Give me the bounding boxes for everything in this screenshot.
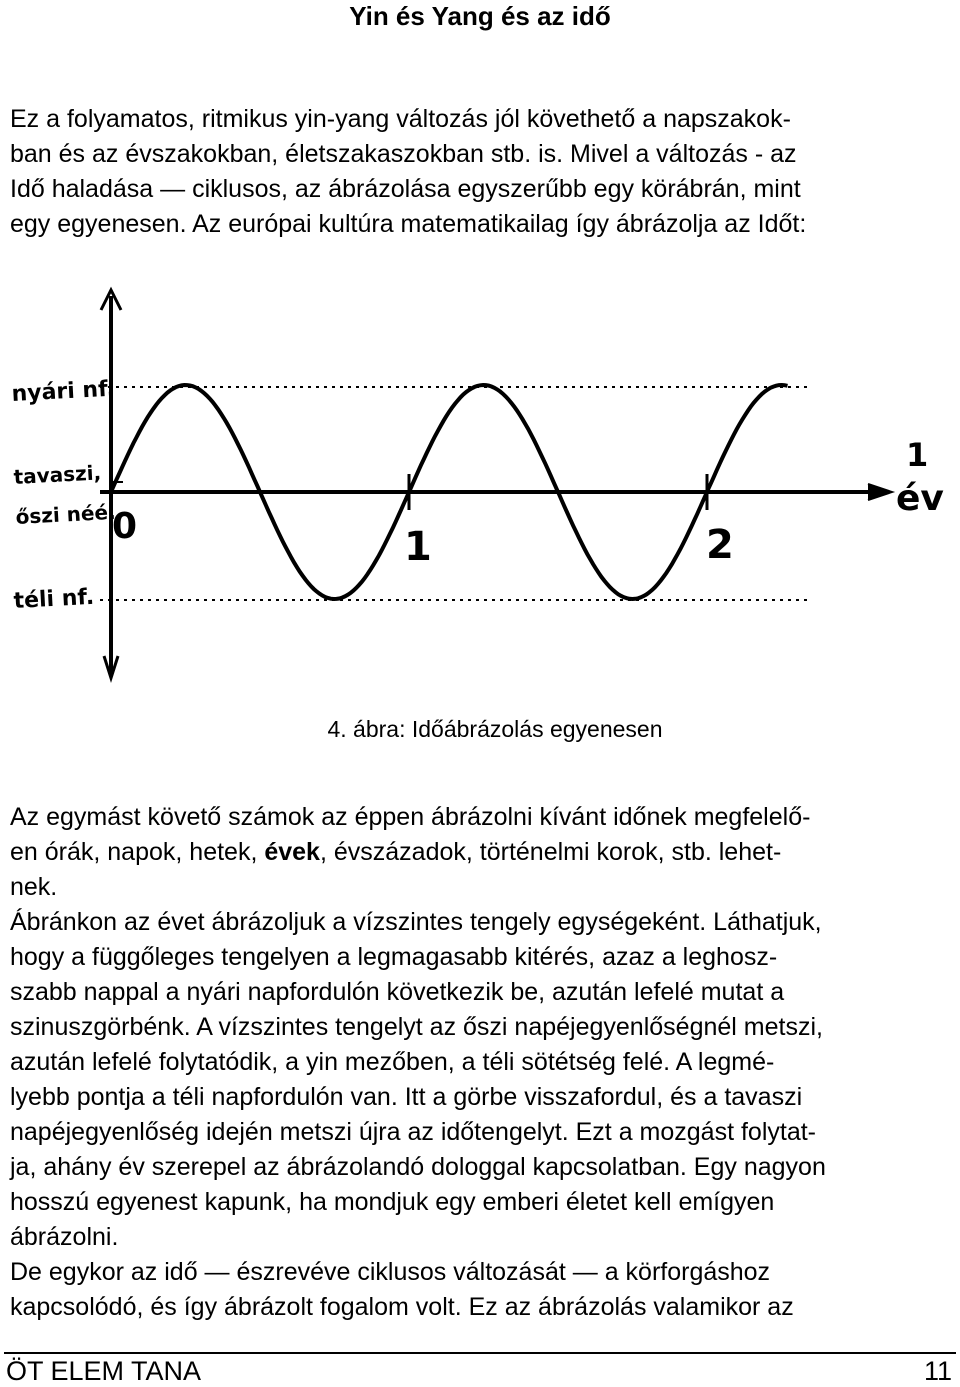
body-text-span: en órák, napok, hetek,: [10, 838, 265, 866]
label-tick-1: 1: [404, 524, 432, 570]
body-line: szabb nappal a nyári napfordulón következik be, azután lefelé mutat a: [10, 978, 785, 1006]
label-winter: téli nf.: [13, 584, 95, 614]
body-line: ábrázolni.: [10, 1223, 119, 1251]
body-line: hogy a függőleges tengelyen a legmagasabb kitérés, azaz a leghosz-: [10, 943, 778, 971]
time-sine-figure: [0, 278, 960, 698]
body-line: napéjegyenlőség idején metszi újra az időtengelyt. Ezt a mozgást folytat-: [10, 1118, 817, 1146]
body-line: De egykor az idő — észrevéve ciklusos változását — a körforgáshoz: [10, 1258, 771, 1286]
body-line: azután lefelé folytatódik, a yin mezőben, a téli sötétség felé. A legmé-: [10, 1048, 775, 1076]
label-summer: nyári nf.: [11, 376, 116, 407]
label-spring: tavaszi,: [13, 460, 102, 489]
body-line: Az egymást követő számok az éppen ábrázolni kívánt időnek megfelelő-: [10, 803, 811, 831]
body-line: lyebb pontja a téli napfordulón van. Itt a görbe visszafordul, és a tavaszi: [10, 1083, 803, 1111]
bold-word: évek: [264, 838, 320, 866]
figure-caption: 4. ábra: Időábrázolás egyenesen: [327, 716, 663, 742]
label-autumn: őszi néé.: [15, 499, 117, 529]
footer-book-title: ÖT ELEM TANA: [6, 1356, 202, 1386]
label-tick-2: 2: [706, 522, 734, 568]
label-axis-unit-1: 1: [906, 436, 929, 474]
body-text-span: , évszázadok, történelmi korok, stb. lehet-: [319, 838, 782, 866]
body-line: kapcsolódó, és így ábrázolt fogalom volt. Ez az ábrázolás valamikor az: [10, 1293, 794, 1321]
intro-line: egy egyenesen. Az európai kultúra matematikailag így ábrázolja az Időt:: [10, 210, 807, 238]
page-title: Yin és Yang és az idő: [349, 1, 611, 31]
body-line: hosszú egyenest kapunk, ha mondjuk egy emberi életet kell emígyen: [10, 1188, 775, 1216]
body-line: Ábránkon az évet ábrázoljuk a vízszintes tengely egységeként. Láthatjuk,: [10, 908, 822, 936]
figure-svg: [0, 278, 960, 698]
intro-line: Idő haladása — ciklusos, az ábrázolása egyszerűbb egy körábrán, mint: [10, 175, 801, 203]
body-line: [10, 835, 952, 870]
body-line: szinuszgörbénk. A vízszintes tengelyt az őszi napéjegyenlőségnél metszi,: [10, 1013, 823, 1041]
intro-line: Ez a folyamatos, ritmikus yin-yang változás jól követhető a napszakok-: [10, 105, 791, 133]
body-text: [10, 800, 952, 1325]
intro-paragraph: [10, 102, 952, 242]
label-origin: 0: [112, 506, 138, 547]
horizontal-axis-arrow: [868, 484, 892, 500]
footer-page-number: 11: [923, 1356, 952, 1386]
body-line: nek.: [10, 873, 58, 901]
footer-divider: [4, 1352, 956, 1354]
label-axis-unit-2: év: [896, 478, 944, 519]
intro-line: ban és az évszakokban, életszakaszokban stb. is. Mivel a változás - az: [10, 140, 797, 168]
body-line: ja, ahány év szerepel az ábrázolandó dologgal kapcsolatban. Egy nagyon: [10, 1153, 826, 1181]
